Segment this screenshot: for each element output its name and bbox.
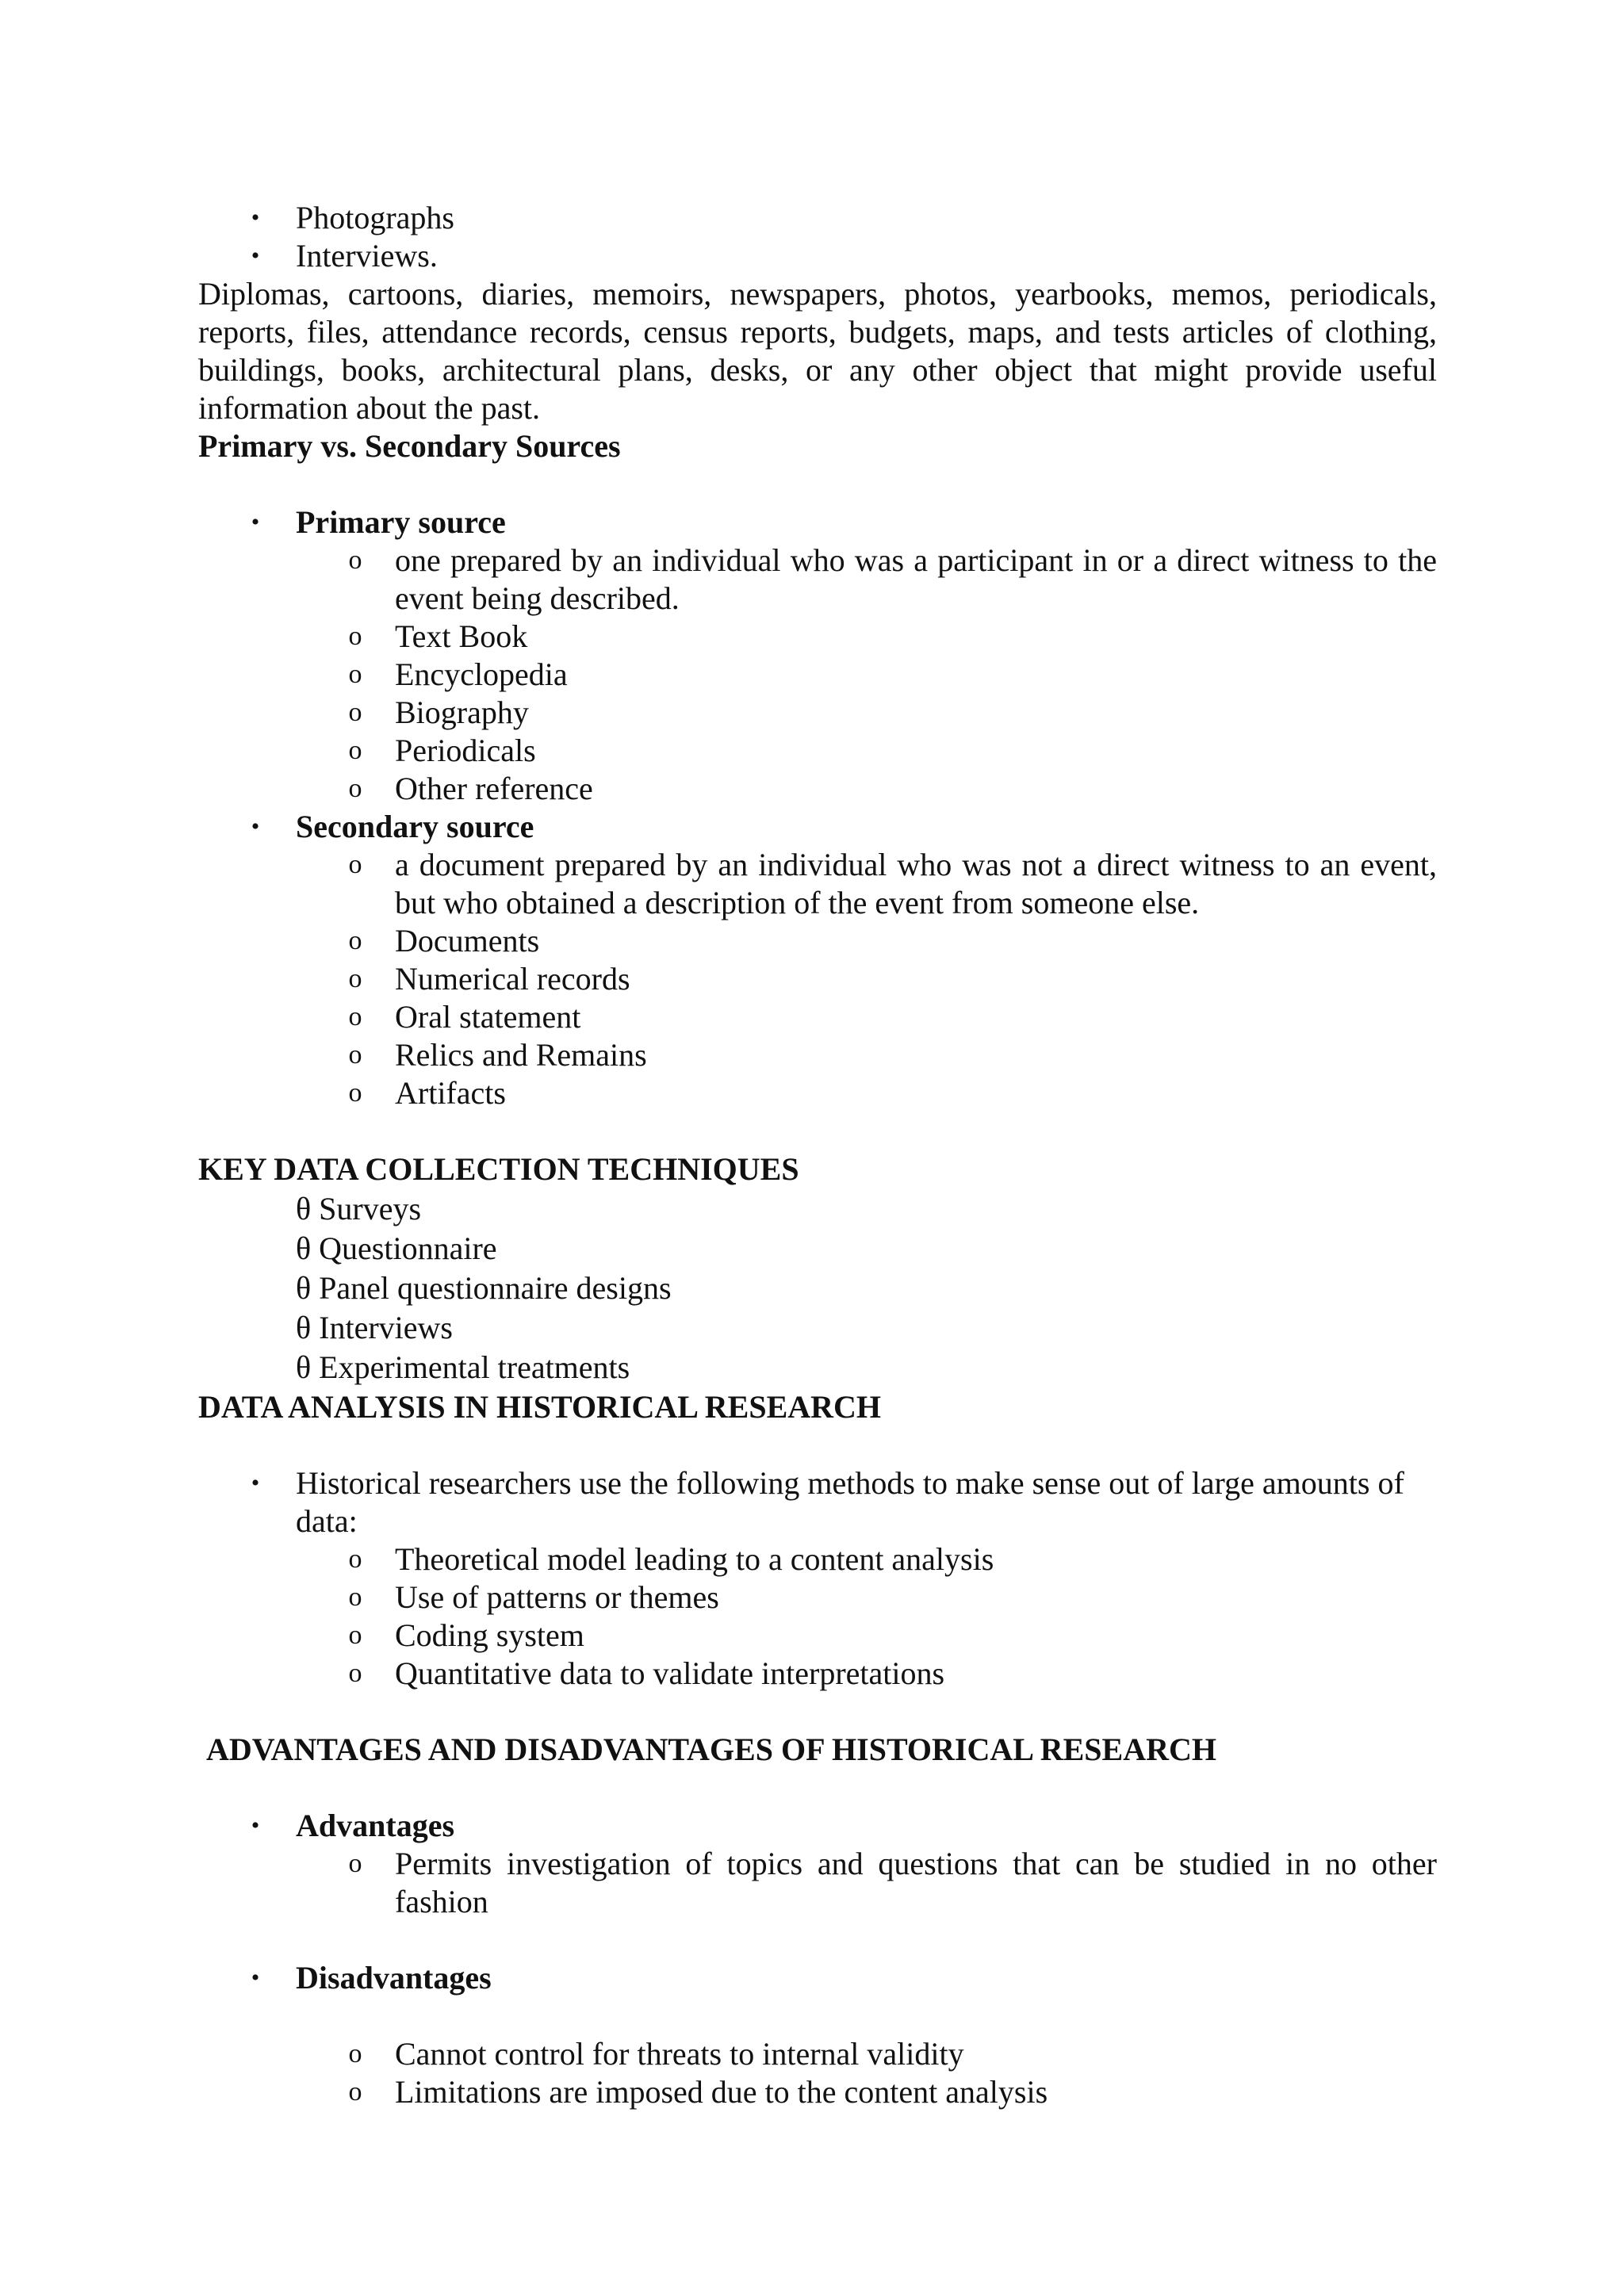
intro-paragraph-line: buildings, books, architectural plans, desks, or any other object that might provide useful [198,352,1437,388]
primary-item: Encyclopedia [395,656,568,692]
analysis-item: Coding system [395,1617,584,1653]
bullet-marker: • [251,1965,260,1991]
sub-bullet-marker: o [348,2039,362,2068]
secondary-item: Numerical records [395,961,630,997]
sub-bullet-marker: o [348,774,362,803]
technique-item: θ Surveys [296,1191,422,1226]
intro-bullet-photographs: Photographs [296,200,454,235]
sub-bullet-marker: o [348,1659,362,1688]
primary-item: Text Book [395,618,528,654]
adv-disadv-heading: ADVANTAGES AND DISADVANTAGES OF HISTORICAL RESEARCH [206,1732,1217,1767]
sub-bullet-marker: o [348,1544,362,1574]
technique-item: θ Panel questionnaire designs [296,1270,672,1306]
bullet-marker: • [251,1470,260,1496]
analysis-item: Quantitative data to validate interpretations [395,1655,945,1691]
sub-bullet-marker: o [348,1002,362,1031]
primary-source-label: Primary source [296,504,506,540]
secondary-definition-line: but who obtained a description of the event from someone else. [395,885,1200,920]
disadvantage-item: Limitations are imposed due to the content analysis [395,2074,1048,2110]
sub-bullet-marker: o [348,545,362,575]
primary-definition-line: event being described. [395,580,680,616]
techniques-heading: KEY DATA COLLECTION TECHNIQUES [198,1151,799,1187]
sub-bullet-marker: o [348,1849,362,1878]
sub-bullet-marker: o [348,926,362,955]
intro-bullet-interviews: Interviews. [296,238,438,274]
secondary-item: Oral statement [395,999,581,1035]
sub-bullet-marker: o [348,1078,362,1108]
secondary-item: Documents [395,923,540,959]
analysis-lead-line: data: [296,1503,358,1539]
technique-item: θ Interviews [296,1310,453,1345]
sub-bullet-marker: o [348,660,362,689]
sub-bullet-marker: o [348,1621,362,1650]
secondary-item: Relics and Remains [395,1037,647,1073]
sub-bullet-marker: o [348,1582,362,1612]
advantage-item-line: Permits investigation of topics and questions that can be studied in no other [395,1846,1437,1881]
disadvantage-item: Cannot control for threats to internal validity [395,2036,964,2072]
advantages-label: Advantages [296,1808,455,1843]
sources-heading: Primary vs. Secondary Sources [198,428,621,464]
primary-item: Biography [395,695,529,730]
primary-definition-line: one prepared by an individual who was a participant in or a direct witness to the [395,542,1437,578]
analysis-item: Use of patterns or themes [395,1579,719,1615]
technique-item: θ Questionnaire [296,1230,497,1266]
sub-bullet-marker: o [348,736,362,765]
analysis-heading: DATA ANALYSIS IN HISTORICAL RESEARCH [198,1389,882,1425]
secondary-source-label: Secondary source [296,809,534,844]
sub-bullet-marker: o [348,622,362,651]
primary-item: Other reference [395,771,593,806]
intro-paragraph-line: information about the past. [198,390,541,426]
sub-bullet-marker: o [348,1040,362,1070]
disadvantages-label: Disadvantages [296,1960,492,1996]
bullet-marker: • [251,813,260,840]
sub-bullet-marker: o [348,2077,362,2107]
technique-item: θ Experimental treatments [296,1349,630,1385]
secondary-definition-line: a document prepared by an individual who was not a direct witness to an event, [395,847,1437,882]
analysis-item: Theoretical model leading to a content analysis [395,1541,994,1577]
bullet-marker: • [251,509,260,535]
bullet-marker: • [251,205,260,231]
secondary-item: Artifacts [395,1075,506,1111]
bullet-marker: • [251,1812,260,1839]
sub-bullet-marker: o [348,964,362,993]
bullet-marker: • [251,243,260,269]
sub-bullet-marker: o [348,850,362,879]
analysis-lead-line: Historical researchers use the following methods to make sense out of large amounts of [296,1465,1404,1501]
advantage-item-line: fashion [395,1884,488,1919]
intro-paragraph-line: reports, files, attendance records, census reports, budgets, maps, and tests articles of clothing, [198,314,1437,350]
intro-paragraph-line: Diplomas, cartoons, diaries, memoirs, newspapers, photos, yearbooks, memos, periodicals, [198,276,1437,312]
sub-bullet-marker: o [348,698,362,727]
primary-item: Periodicals [395,733,536,768]
